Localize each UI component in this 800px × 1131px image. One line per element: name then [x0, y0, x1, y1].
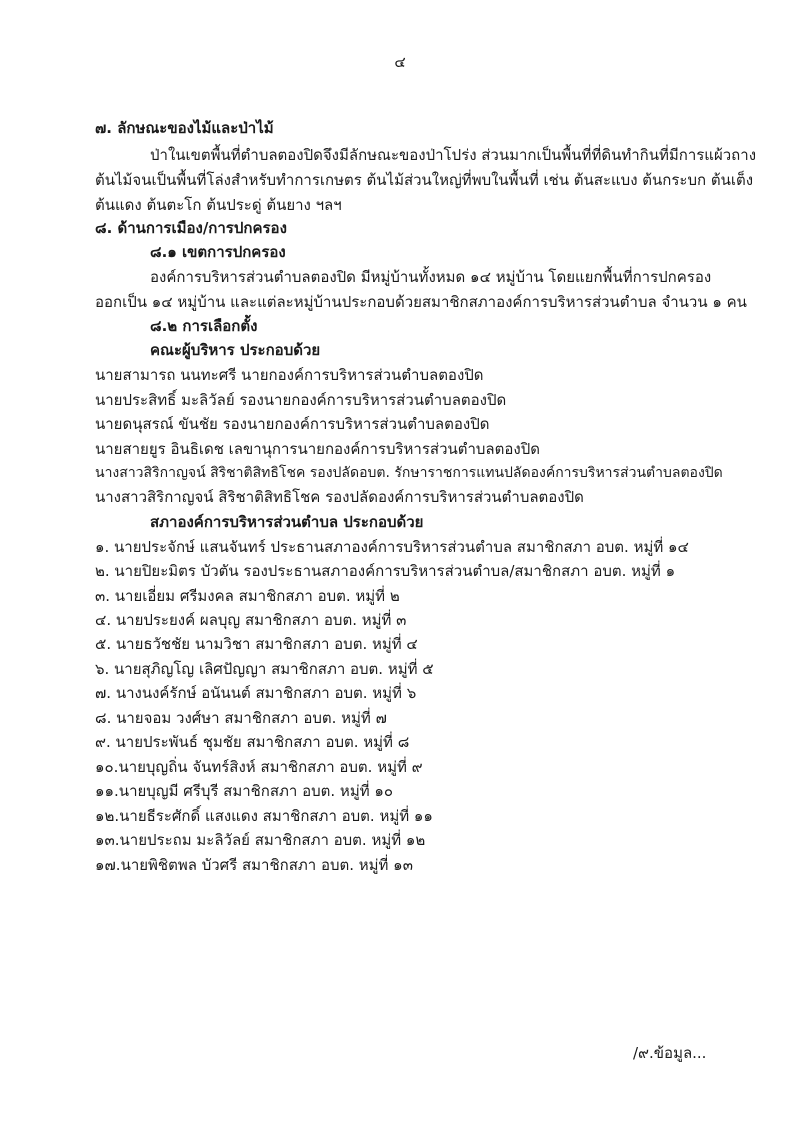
council-member: ๖. นายสุภิญโญ เลิศปัญญา สมาชิกสภา อบต. หมู่ที่ ๕ — [95, 660, 434, 678]
section8-2-heading: ๘.๒ การเลือกตั้ง — [150, 317, 258, 335]
council-member: ๓. นายเอี่ยม ศรีมงคล สมาชิกสภา อบต. หมู่ที่ ๒ — [95, 587, 400, 605]
page-number: ๔ — [394, 53, 406, 71]
council-member: ๑๒.นายธีระศักดิ์ แสงแดง สมาชิกสภา อบต. หมู่ที่ ๑๑ — [95, 807, 433, 825]
council-member: ๕. นายธวัชชัย นามวิชา สมาชิกสภา อบต. หมู่ที่ ๔ — [95, 635, 418, 653]
council-member: ๑๓.นายประถม มะลิวัลย์ สมาชิกสภา อบต. หมู่ที่ ๑๒ — [95, 831, 426, 849]
continuation-note: /๙.ข้อมูล... — [633, 1044, 707, 1062]
council-member: ๙. นายประพันธ์ ชุมชัย สมาชิกสภา อบต. หมู่ที่ ๘ — [95, 733, 410, 751]
council-heading: สภาองค์การบริหารส่วนตำบล ประกอบด้วย — [150, 513, 424, 531]
council-member: ๔. นายประยงค์ ผลบุญ สมาชิกสภา อบต. หมู่ที่ ๓ — [95, 611, 407, 629]
council-member: ๑๑.นายบุญมี ศรีบุรี สมาชิกสภา อบต. หมู่ที่ ๑๐ — [95, 782, 394, 800]
executive-item: นายสายยูร อินธิเดช เลขานุการนายกองค์การบริหารส่วนตำบลตองปิด — [95, 440, 540, 458]
executive-item: นายดนุสรณ์ ขันชัย รองนายกองค์การบริหารส่วนตำบลตองปิด — [95, 415, 490, 433]
section8-1-para-line: องค์การบริหารส่วนตำบลตองปิด มีหมู่บ้านทั้งหมด ๑๔ หมู่บ้าน โดยแยกพื้นที่การปกครอง — [150, 268, 712, 286]
section7-heading: ๗. ลักษณะของไม้และป่าไม้ — [95, 119, 274, 137]
section8-heading: ๘. ด้านการเมือง/การปกครอง — [95, 219, 287, 237]
executive-item: นางสาวสิริกาญจน์ สิริชาติสิทธิโชค รองปลัดองค์การบริหารส่วนตำบลตองปิด — [95, 488, 584, 506]
executive-item: นายประสิทธิ์ มะลิวัลย์ รองนายกองค์การบริหารส่วนตำบลตองปิด — [95, 391, 507, 409]
council-member: ๘. นายจอม วงศ์ษา สมาชิกสภา อบต. หมู่ที่ ๗ — [95, 709, 387, 727]
executive-item: นายสามารถ นนทะศรี นายกองค์การบริหารส่วนตำบลตองปิด — [95, 366, 484, 384]
executives-heading: คณะผู้บริหาร ประกอบด้วย — [150, 341, 321, 359]
section8-1-para-line: ออกเป็น ๑๔ หมู่บ้าน และแต่ละหมู่บ้านประกอบด้วยสมาชิกสภาองค์การบริหารส่วนตำบล จำนวน ๑ คน — [95, 293, 747, 311]
council-member: ๑๗.นายพิชิตพล บัวศรี สมาชิกสภา อบต. หมู่ที่ ๑๓ — [95, 856, 413, 874]
section8-1-heading: ๘.๑ เขตการปกครอง — [150, 243, 286, 261]
section7-para-line: ป่าในเขตพื้นที่ตำบลตองปิดจึงมีลักษณะของป่าโปร่ง ส่วนมากเป็นพื้นที่ที่ดินทำกินที่มีการแผ้วถาง — [150, 146, 757, 164]
section7-para-line: ต้นไม้จนเป็นพื้นที่โล่งสำหรับทำการเกษตร ต้นไม้ส่วนใหญ่ที่พบในพื้นที่ เช่น ต้นสะแบง ต้นกระบก ต้นเต็ง — [95, 171, 754, 189]
council-member: ๑๐.นายบุญถิ่น จันทร์สิงห์ สมาชิกสภา อบต. หมู่ที่ ๙ — [95, 758, 423, 776]
section7-para-line: ต้นแดง ต้นตะโก ต้นประดู่ ต้นยาง ฯลฯ — [95, 196, 342, 214]
council-member: ๗. นางนงค์รักษ์ อนันนต์ สมาชิกสภา อบต. หมู่ที่ ๖ — [95, 684, 417, 702]
council-member: ๑. นายประจักษ์ แสนจันทร์ ประธานสภาองค์การบริหารส่วนตำบล สมาชิกสภา อบต. หมู่ที่ ๑๔ — [95, 538, 689, 556]
council-member: ๒. นายปิยะมิตร บัวตัน รองประธานสภาองค์การบริหารส่วนตำบล/สมาชิกสภา อบต. หมู่ที่ ๑ — [95, 562, 676, 580]
executive-item: นางสาวสิริกาญจน์ สิริชาติสิทธิโชค รองปลัดอบต. รักษาราชการแทนปลัดองค์การบริหารส่วนตำบลตองปิด — [95, 465, 723, 481]
